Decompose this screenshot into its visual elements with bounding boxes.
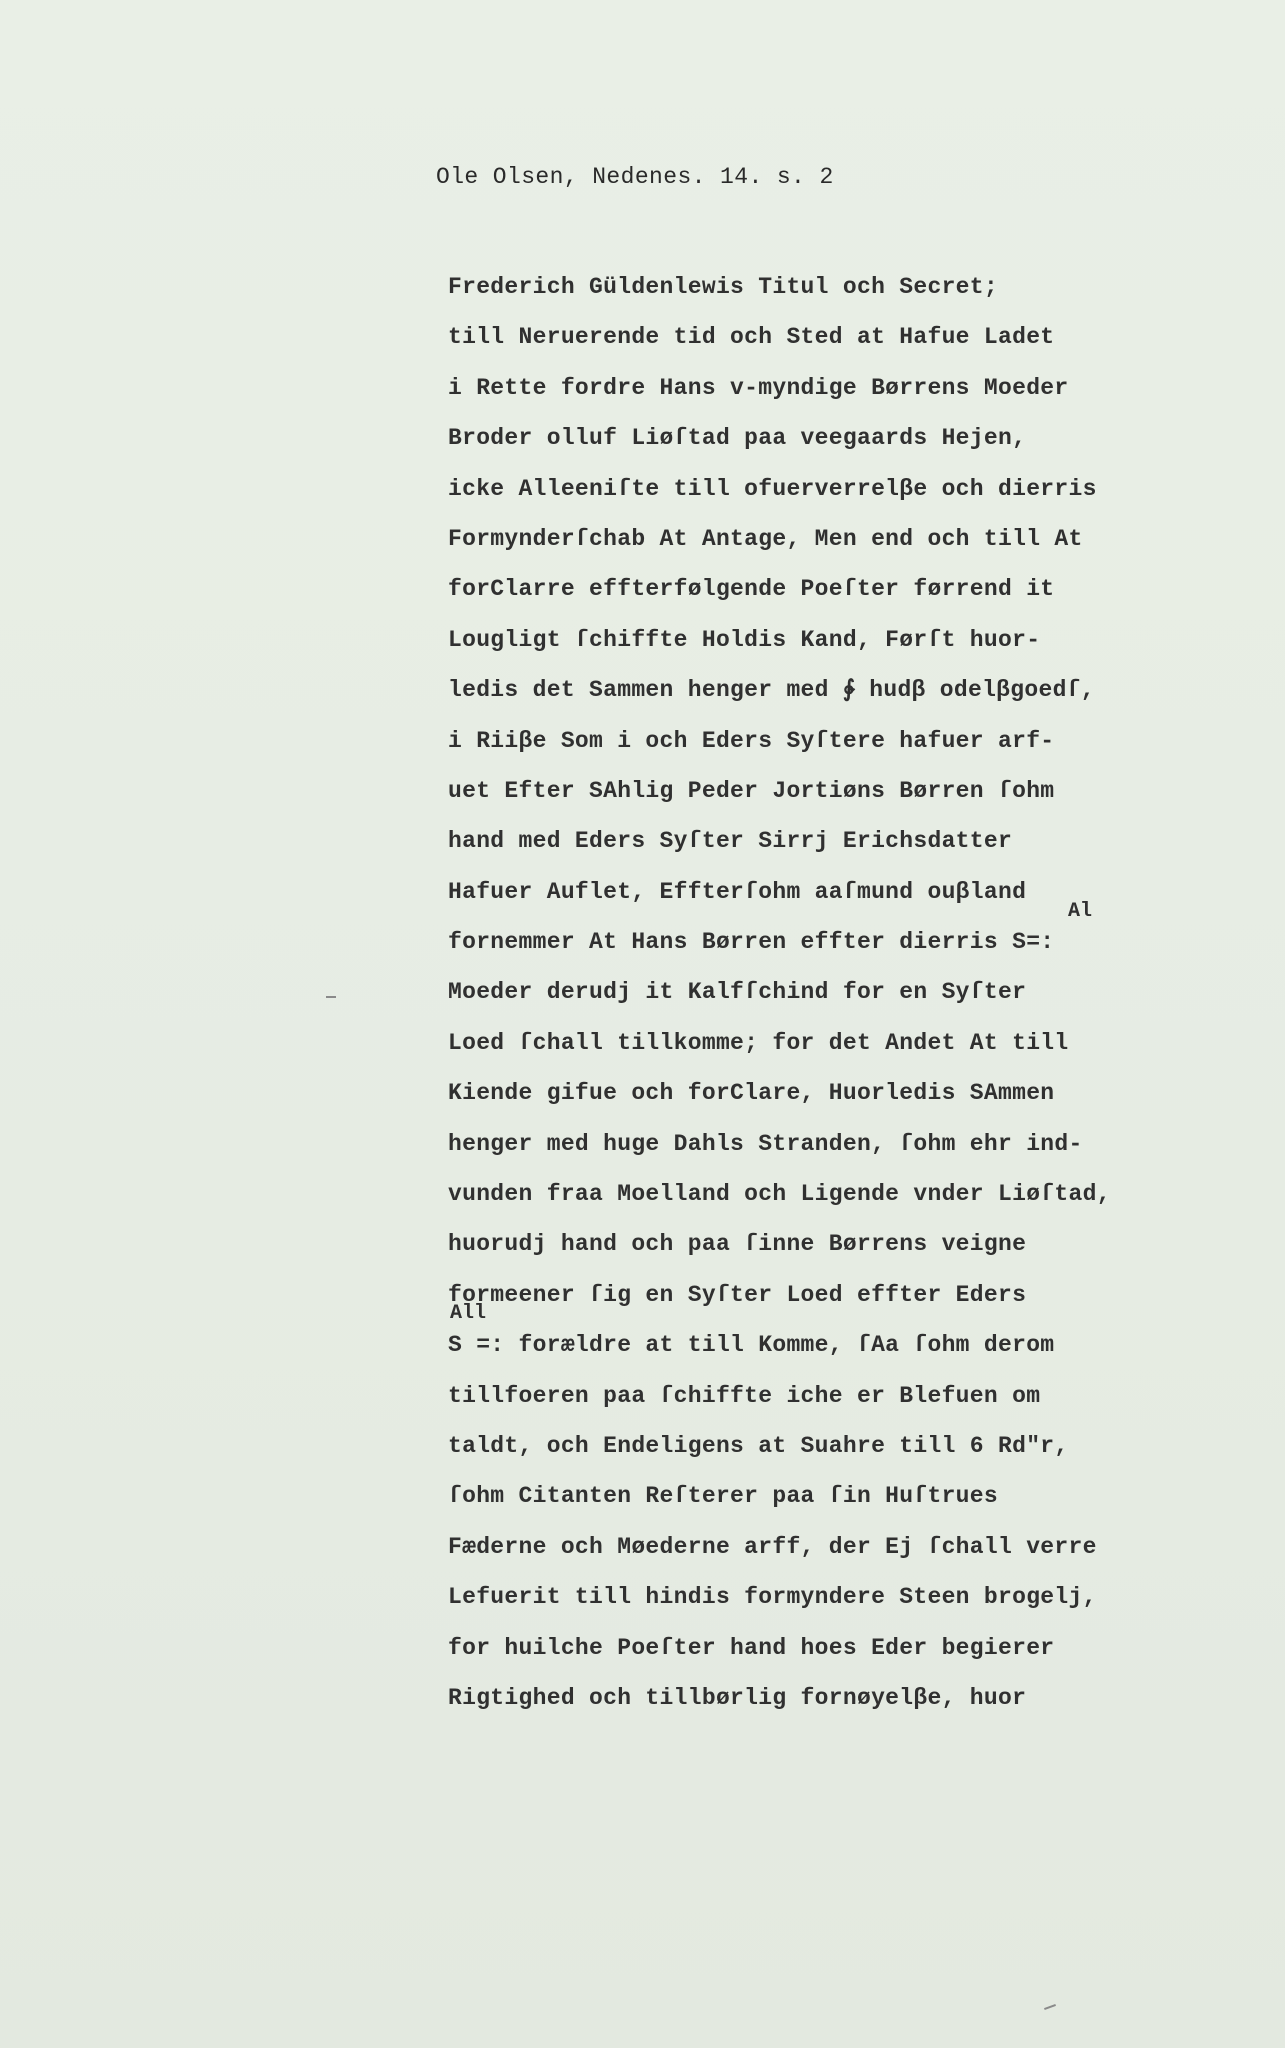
text-line: till Neruerende tid och Sted at Hafue Ladet: [448, 324, 1055, 351]
text-line: taldt, och Endeligens at Suahre till 6 Rd"r,: [448, 1432, 1069, 1459]
text-line: ſohm Citanten Reſterer paa ſin Huſtrues: [448, 1483, 998, 1510]
text-line: Loed ſchall tillkomme; for det Andet At till: [448, 1029, 1069, 1056]
text-line: Rigtighed och tillbørlig fornøyelβe, huor: [448, 1684, 1027, 1711]
text-line: formeener ſig en Syſter Loed effter Eders: [448, 1281, 1027, 1308]
text-line: for huilche Poeſter hand hoes Eder begierer: [448, 1634, 1055, 1661]
transcription-body: [448, 262, 1208, 1723]
margin-mark: [326, 996, 336, 998]
page-header: Ole Olsen, Nedenes. 14. s. 2: [436, 164, 834, 190]
text-line: Broder olluf Liøſtad paa veegaards Hejen,: [448, 425, 1027, 452]
text-line: vunden fraa Moelland och Ligende vnder Liøſtad,: [448, 1181, 1111, 1208]
text-line: Hafuer Auflet, Effterſohm aaſmund ouβland: [448, 878, 1027, 905]
text-line: henger med huge Dahls Stranden, ſohm ehr ind-: [448, 1130, 1083, 1157]
text-line: Fæderne och Møederne arff, der Ej ſchall verre: [448, 1533, 1097, 1560]
superscript-annotation: All: [450, 1302, 487, 1325]
text-line: Lougligt ſchiffte Holdis Kand, Førſt huor-: [448, 626, 1041, 653]
text-line: fornemmer At Hans Børren effter dierris S=:: [448, 929, 1055, 956]
text-line: ledis det Sammen henger med ∲ hudβ odelβgoedſ,: [448, 677, 1095, 704]
text-line: hand med Eders Syſter Sirrj Erichsdatter: [448, 828, 1013, 855]
text-line: Lefuerit till hindis formyndere Steen brogelj,: [448, 1584, 1097, 1611]
text-line: icke Alleeniſte till ofuerverrelβe och dierris: [448, 475, 1097, 502]
margin-mark: [1044, 2004, 1056, 2010]
text-line: tillfoeren paa ſchiffte iche er Blefuen om: [448, 1382, 1041, 1409]
text-line: forClarre effterfølgende Poeſter førrend it: [448, 576, 1055, 603]
text-line: i Rette fordre Hans v-myndige Børrens Moeder: [448, 374, 1069, 401]
text-line: Moeder derudj it Kalfſchind for en Syſter: [448, 979, 1027, 1006]
text-line: Formynderſchab At Antage, Men end och till At: [448, 525, 1083, 552]
superscript-annotation: Al: [1068, 900, 1093, 923]
text-line: S =: forældre at till Komme, ſAa ſohm derom: [448, 1332, 1055, 1359]
text-line: uet Efter SAhlig Peder Jortiøns Børren ſohm: [448, 777, 1055, 804]
text-line: i Riiβe Som i och Eders Syſtere hafuer arf-: [448, 727, 1055, 754]
text-line: Frederich Güldenlewis Titul och Secret;: [448, 274, 998, 300]
text-line: huorudj hand och paa ſinne Børrens veigne: [448, 1231, 1027, 1258]
text-line: Kiende gifue och forClare, Huorledis SAmmen: [448, 1080, 1055, 1107]
